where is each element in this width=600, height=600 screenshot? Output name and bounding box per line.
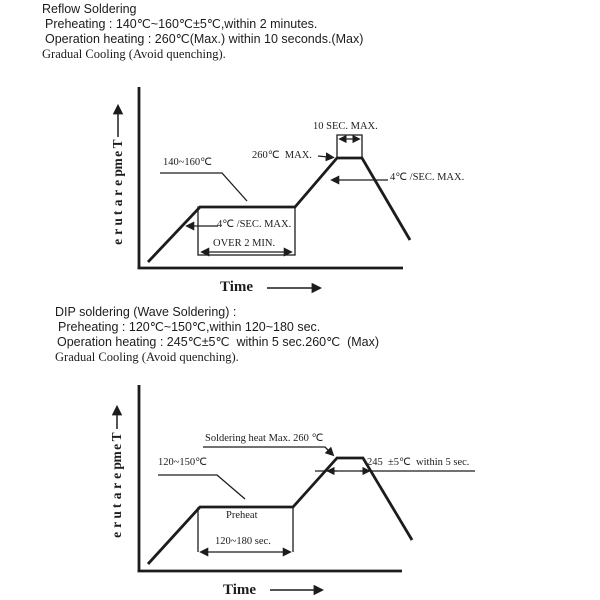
reflow-heading-line-4: Gradual Cooling (Avoid quenching). <box>42 47 226 61</box>
reflow-preheat-duration-label: OVER 2 MIN. <box>213 238 276 249</box>
dip-chart-canvas <box>80 380 500 600</box>
reflow-cool-rate-label: 4℃ /SEC. MAX. <box>390 172 465 183</box>
peak-temp-pointer-arrow-icon <box>318 156 333 158</box>
dip-preheat-duration-label: 120~180 sec. <box>215 536 271 547</box>
reflow-peak-duration-label: 10 SEC. MAX. <box>313 121 378 132</box>
soldering-heat-leader-arrow-icon <box>203 447 333 455</box>
reflow-ramp-rate-label: 4℃ /SEC. MAX. <box>217 219 292 230</box>
dip-heading-line-4: Gradual Cooling (Avoid quenching). <box>55 350 239 364</box>
reflow-heading-line-1: Reflow Soldering <box>42 2 137 16</box>
dip-peak-spec-label: 245 ±5℃ within 5 sec. <box>367 457 470 468</box>
dip-x-axis-title: Time <box>223 582 257 598</box>
reflow-heading-line-2: Preheating : 140℃~160℃±5℃,within 2 minutes. <box>45 17 318 31</box>
dip-preheat-zone-label: Preheat <box>226 510 258 521</box>
dip-soldering-heat-label: Soldering heat Max. 260 ℃ <box>205 433 324 444</box>
reflow-preheat-range-label: 140~160℃ <box>163 157 212 168</box>
dip-heading-line-2: Preheating : 120℃~150℃,within 120~180 sec. <box>58 320 321 334</box>
dip-preheat-range-label: 120~150℃ <box>158 457 207 468</box>
reflow-y-axis-title: T e m p e r a t u r e <box>110 139 126 245</box>
dip-heading-line-1: DIP soldering (Wave Soldering) : <box>55 305 237 319</box>
reflow-x-axis-title: Time <box>220 279 254 295</box>
dip-y-axis-title: T e m p e r a t u r e <box>109 432 125 538</box>
reflow-peak-temp-label: 260℃ MAX. <box>252 150 312 161</box>
reflow-heading-line-3: Operation heating : 260℃(Max.) within 10 seconds.(Max) <box>45 32 364 46</box>
preheat-range-leader-line <box>158 475 245 499</box>
temperature-profile-curve <box>148 458 412 564</box>
preheat-range-leader-line <box>160 173 247 201</box>
reflow-chart-canvas <box>80 85 500 300</box>
dip-heading-line-3: Operation heating : 245℃±5℃ within 5 sec.260℃ (Max) <box>57 335 380 349</box>
